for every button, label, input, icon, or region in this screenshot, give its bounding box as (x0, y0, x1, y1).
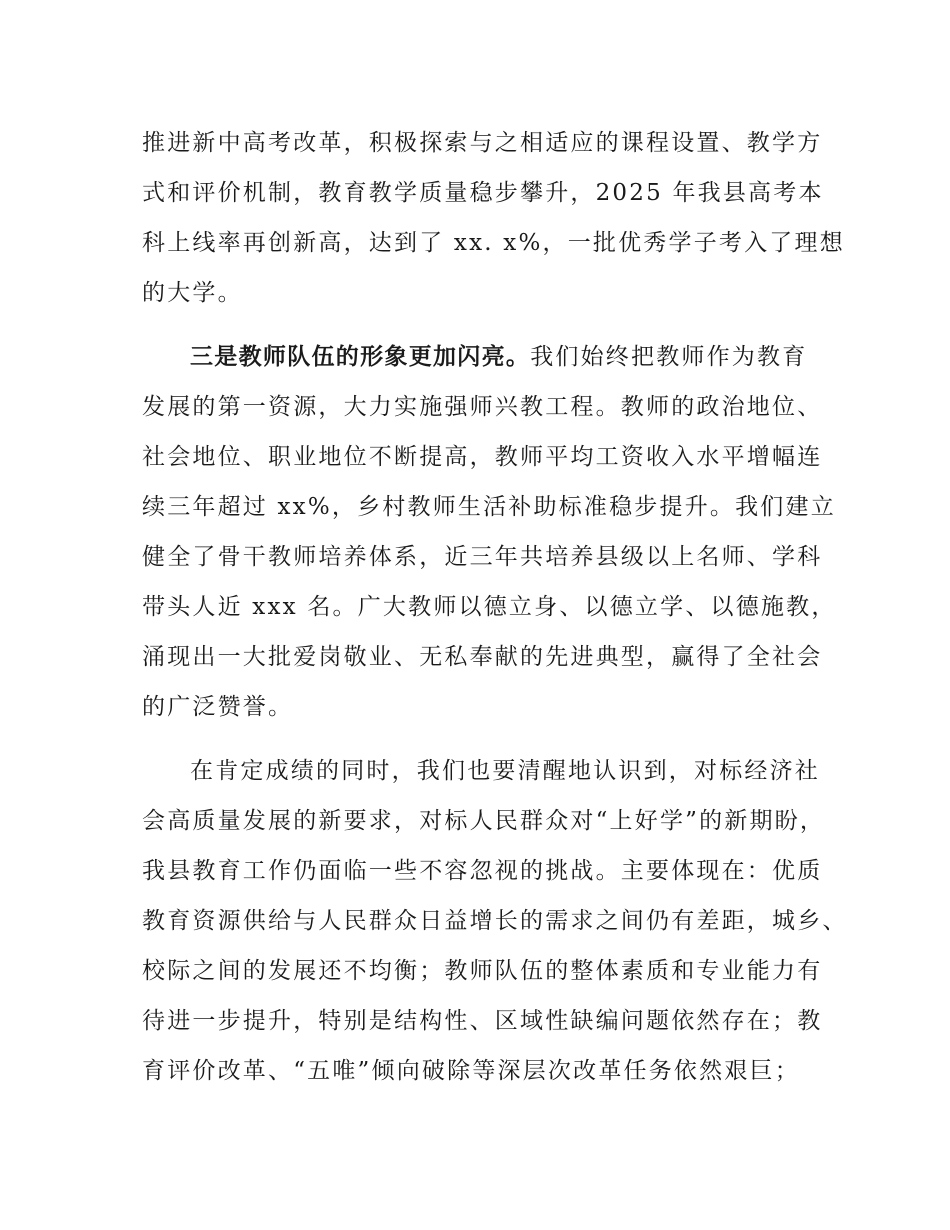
paragraph-3-line-6: 待进一步提升，特别是结构性、区域性缺编问题依然存在；教 (142, 1008, 823, 1034)
paragraph-2-heading: 三是教师队伍的形象更加闪亮。 (190, 344, 531, 370)
paragraph-3-line-5: 校际之间的发展还不均衡；教师队伍的整体素质和专业能力有 (142, 958, 823, 984)
paragraph-2-line-1 (190, 342, 807, 372)
paragraph-2-line-4: 续三年超过 xx%，乡村教师生活补助标准稳步提升。我们建立 (142, 494, 836, 520)
paragraph-3-line-7: 育评价改革、“五唯”倾向破除等深层次改革任务依然艰巨； (142, 1058, 800, 1084)
paragraph-2-line-7: 涌现出一大批爱岗敬业、无私奉献的先进典型，赢得了全社会 (142, 644, 823, 670)
paragraph-3-line-2: 会高质量发展的新要求，对标人民群众对“上好学”的新期盼， (142, 808, 826, 834)
paragraph-3-line-3: 我县教育工作仍面临一些不容忽视的挑战。主要体现在：优质 (142, 858, 823, 884)
paragraph-2-line-8: 的广泛赞誉。 (142, 694, 294, 720)
paragraph-2-line-1-rest: 我们始终把教师作为教育 (530, 344, 808, 370)
paragraph-1-line-4: 的大学。 (142, 280, 243, 306)
paragraph-2-line-6: 带头人近 xxx 名。广大教师以德立身、以德立学、以德施教， (142, 594, 837, 620)
paragraph-1-line-2: 式和评价机制，教育教学质量稳步攀升，2025 年我县高考本 (142, 180, 824, 206)
paragraph-2-line-3: 社会地位、职业地位不断提高，教师平均工资收入水平增幅连 (142, 444, 823, 470)
paragraph-1-line-1: 推进新中高考改革，积极探索与之相适应的课程设置、教学方 (142, 130, 823, 156)
paragraph-3-line-1: 在肯定成绩的同时，我们也要清醒地认识到，对标经济社 (190, 758, 820, 784)
paragraph-1-line-3: 科上线率再创新高，达到了 xx. x%，一批优秀学子考入了理想 (142, 230, 845, 256)
paragraph-2-line-2: 发展的第一资源，大力实施强师兴教工程。教师的政治地位、 (142, 394, 823, 420)
paragraph-3-line-4: 教育资源供给与人民群众日益增长的需求之间仍有差距，城乡、 (142, 908, 848, 934)
paragraph-2-line-5: 健全了骨干教师培养体系，近三年共培养县级以上名师、学科 (142, 544, 823, 570)
